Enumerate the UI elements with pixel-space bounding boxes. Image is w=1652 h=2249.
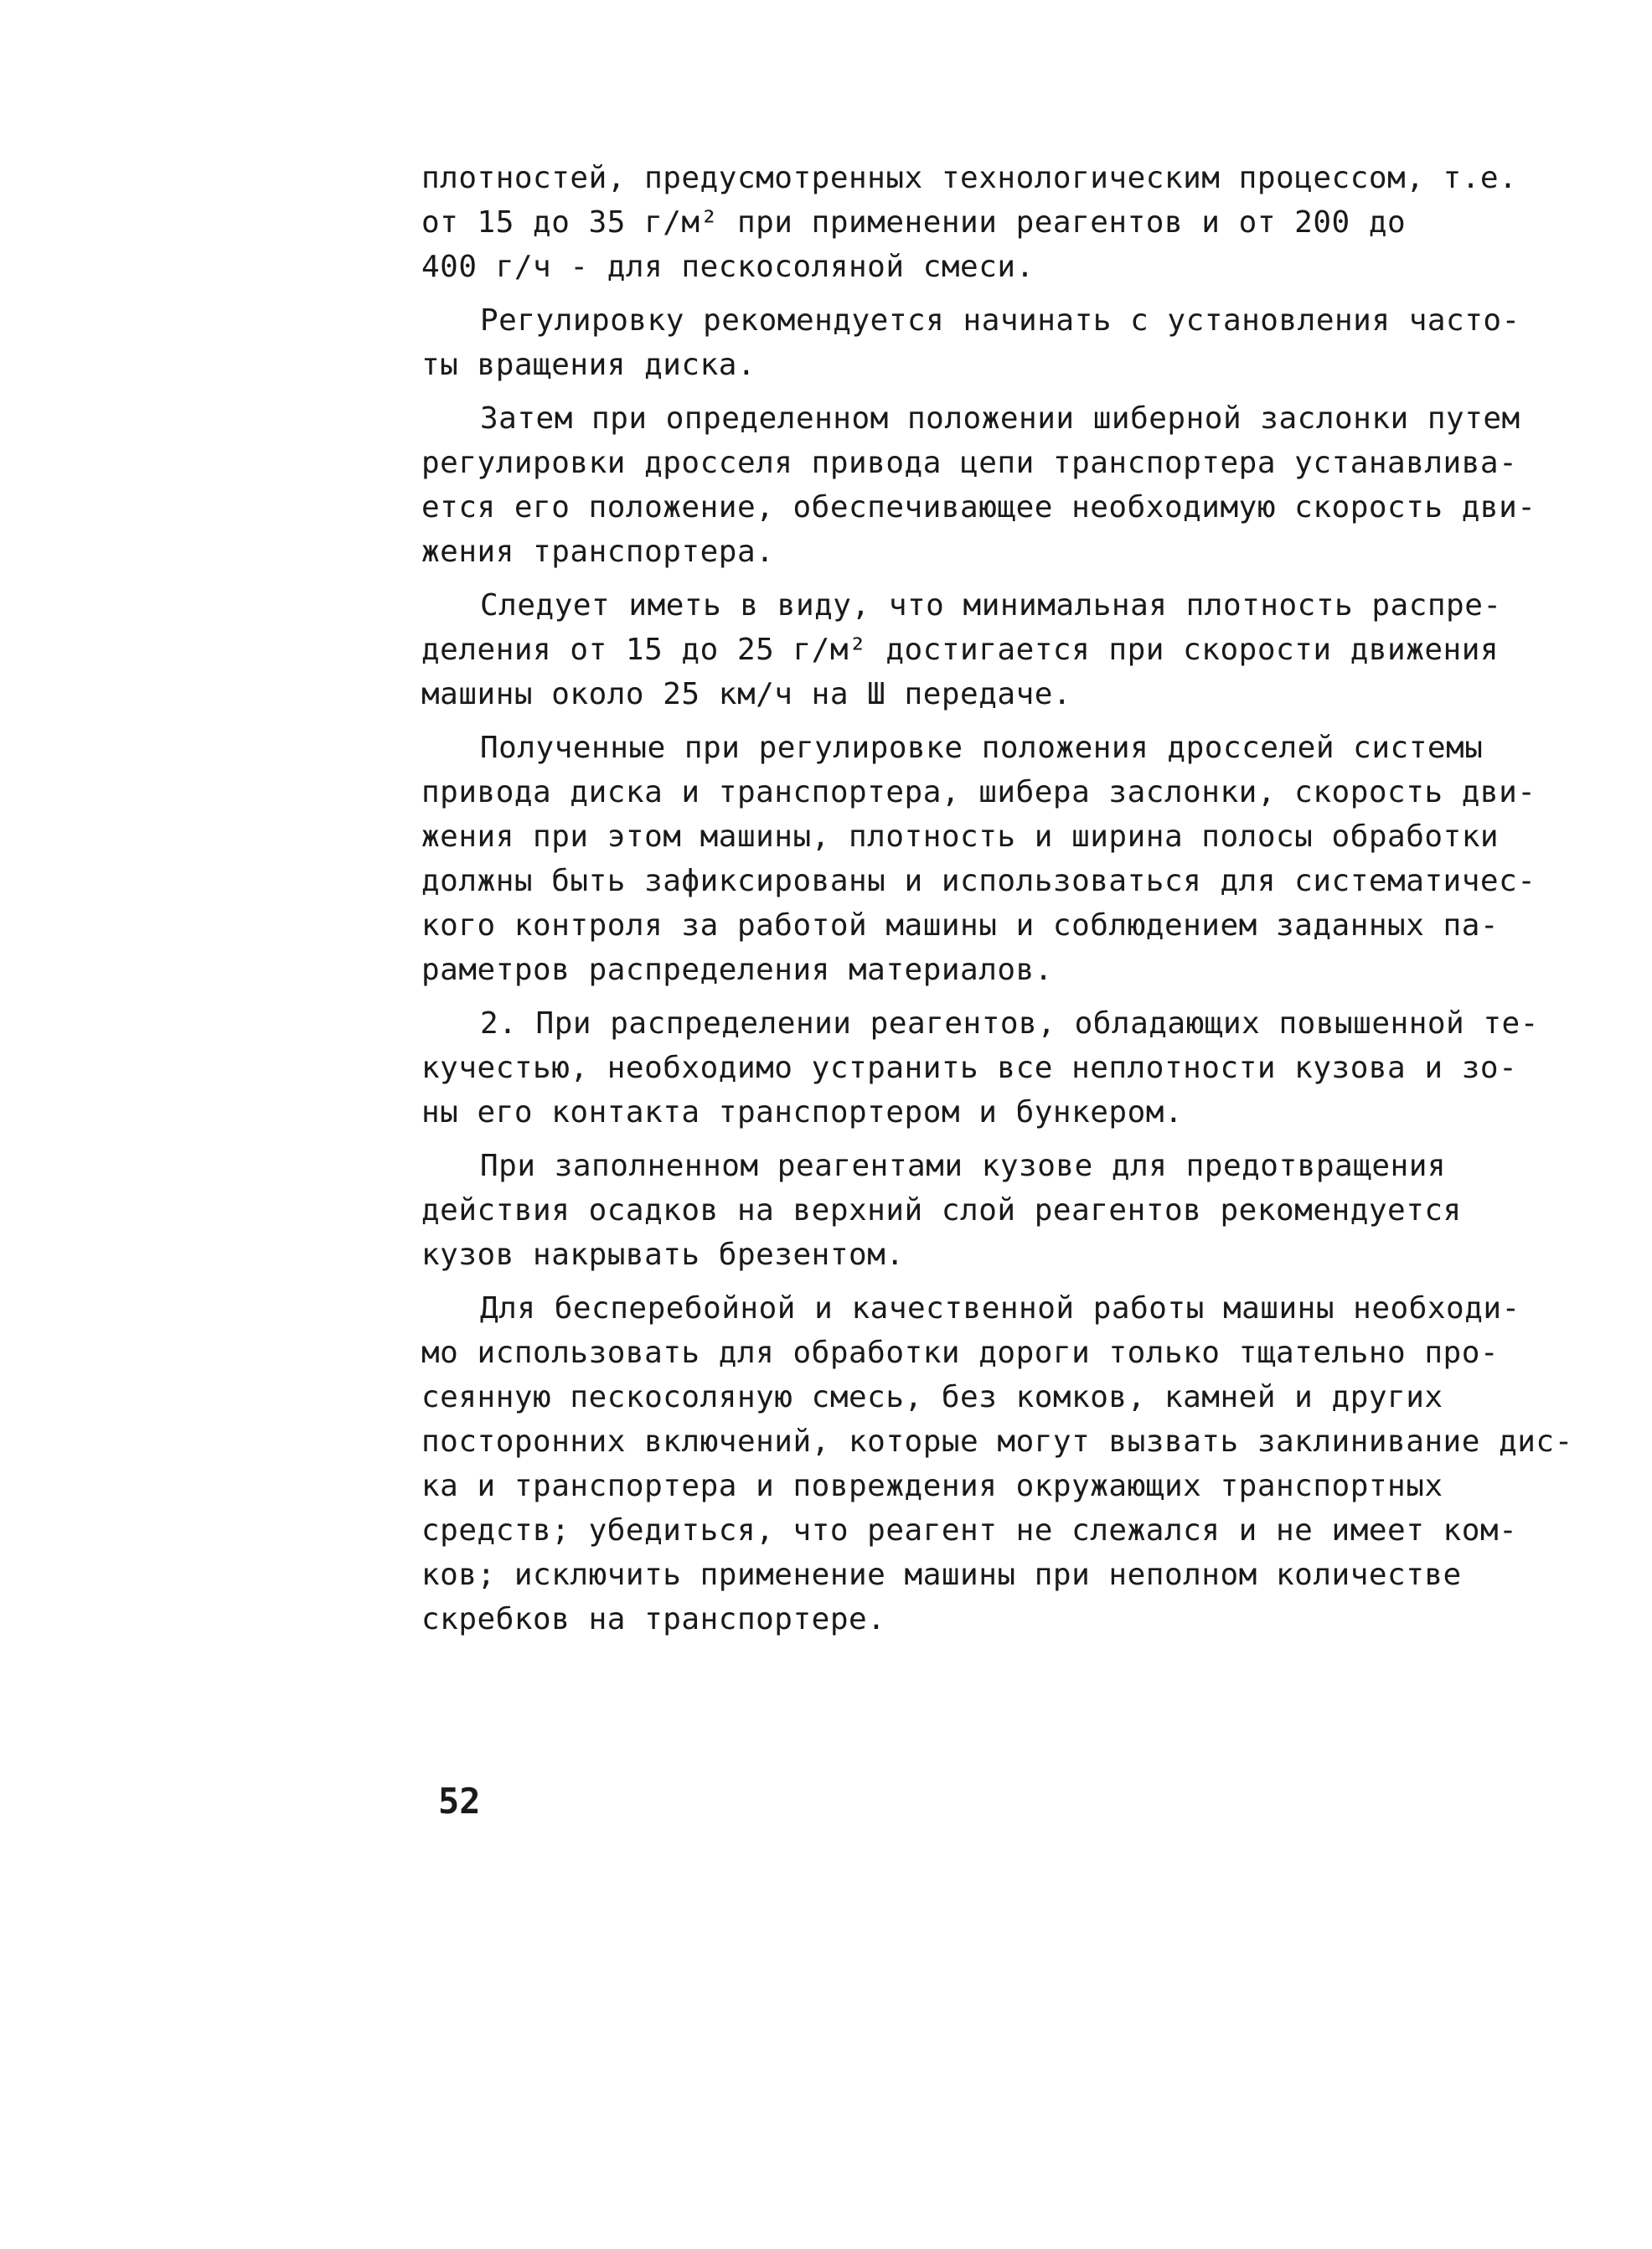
text-line: кого контроля за работой машины и соблюдением заданных па- [421,908,1500,943]
paragraph-5 [421,726,1536,992]
text-line: Следует иметь в виду, что минимальная плотность распре- [480,588,1502,623]
paragraph-1 [421,156,1518,289]
body-text [421,156,1573,1642]
text-line: Затем при определенном положении шиберной заслонки путем [480,401,1520,436]
text-line: ется его положение, обеспечивающее необходимую скорость дви- [421,490,1536,525]
text-line: плотностей, предусмотренных технологическим процессом, т.е. [421,161,1518,195]
text-line: кучестью, необходимо устранить все неплотности кузова и зо- [421,1051,1518,1085]
text-line: При заполненном реагентами кузове для предотвращения [480,1149,1447,1183]
text-line: регулировки дросселя привода цепи транспортера устанавлива- [421,446,1518,480]
text-line: жения при этом машины, плотность и ширина полосы обработки [421,819,1500,854]
page-number: 52 [438,1781,481,1822]
paragraph-6 [421,1001,1539,1135]
paragraph-8 [421,1286,1573,1642]
text-line: машины около 25 км/ч на Ш передаче. [421,677,1072,711]
text-line: ны его контакта транспортером и бункером. [421,1095,1184,1130]
text-line: средств; убедиться, что реагент не слежался и не имеет ком- [421,1513,1518,1548]
text-line: скребков на транспортере. [421,1602,886,1636]
text-line: ков; исключить применение машины при неполном количестве [421,1558,1462,1592]
text-line: жения транспортера. [421,535,775,569]
text-line: мо использовать для обработки дороги только тщательно про- [421,1336,1500,1370]
text-line: 2. При распределении реагентов, обладающих повышенной те- [480,1006,1539,1041]
text-line: ты вращения диска. [421,348,756,382]
text-line: посторонних включений, которые могут вызвать заклинивание дис- [421,1424,1573,1459]
text-line: Регулировку рекомендуется начинать с установления часто- [480,303,1520,338]
text-line: должны быть зафиксированы и использоваться для систематичес- [421,864,1536,898]
text-line: деления от 15 до 25 г/м² достигается при скорости движения [421,633,1500,667]
text-line: действия осадков на верхний слой реагентов рекомендуется [421,1193,1462,1228]
text-line: сеянную пескосоляную смесь, без комков, камней и других [421,1380,1443,1414]
text-line: 400 г/ч - для пескосоляной смеси. [421,250,1035,284]
paragraph-4 [421,583,1510,716]
text-line: Для бесперебойной и качественной работы машины необходи- [480,1291,1520,1326]
text-line: раметров распределения материалов. [421,953,1053,987]
paragraph-3 [421,396,1536,574]
paragraph-2 [421,298,1520,387]
paragraph-7 [421,1144,1510,1277]
text-line: Полученные при регулировке положения дросселей системы [480,731,1484,765]
text-line: привода диска и транспортера, шибера заслонки, скорость дви- [421,775,1536,809]
text-line: кузов накрывать брезентом. [421,1238,905,1272]
text-line: от 15 до 35 г/м² при применении реагентов и от 200 до [421,205,1407,240]
text-line: ка и транспортера и повреждения окружающих транспортных [421,1469,1443,1503]
